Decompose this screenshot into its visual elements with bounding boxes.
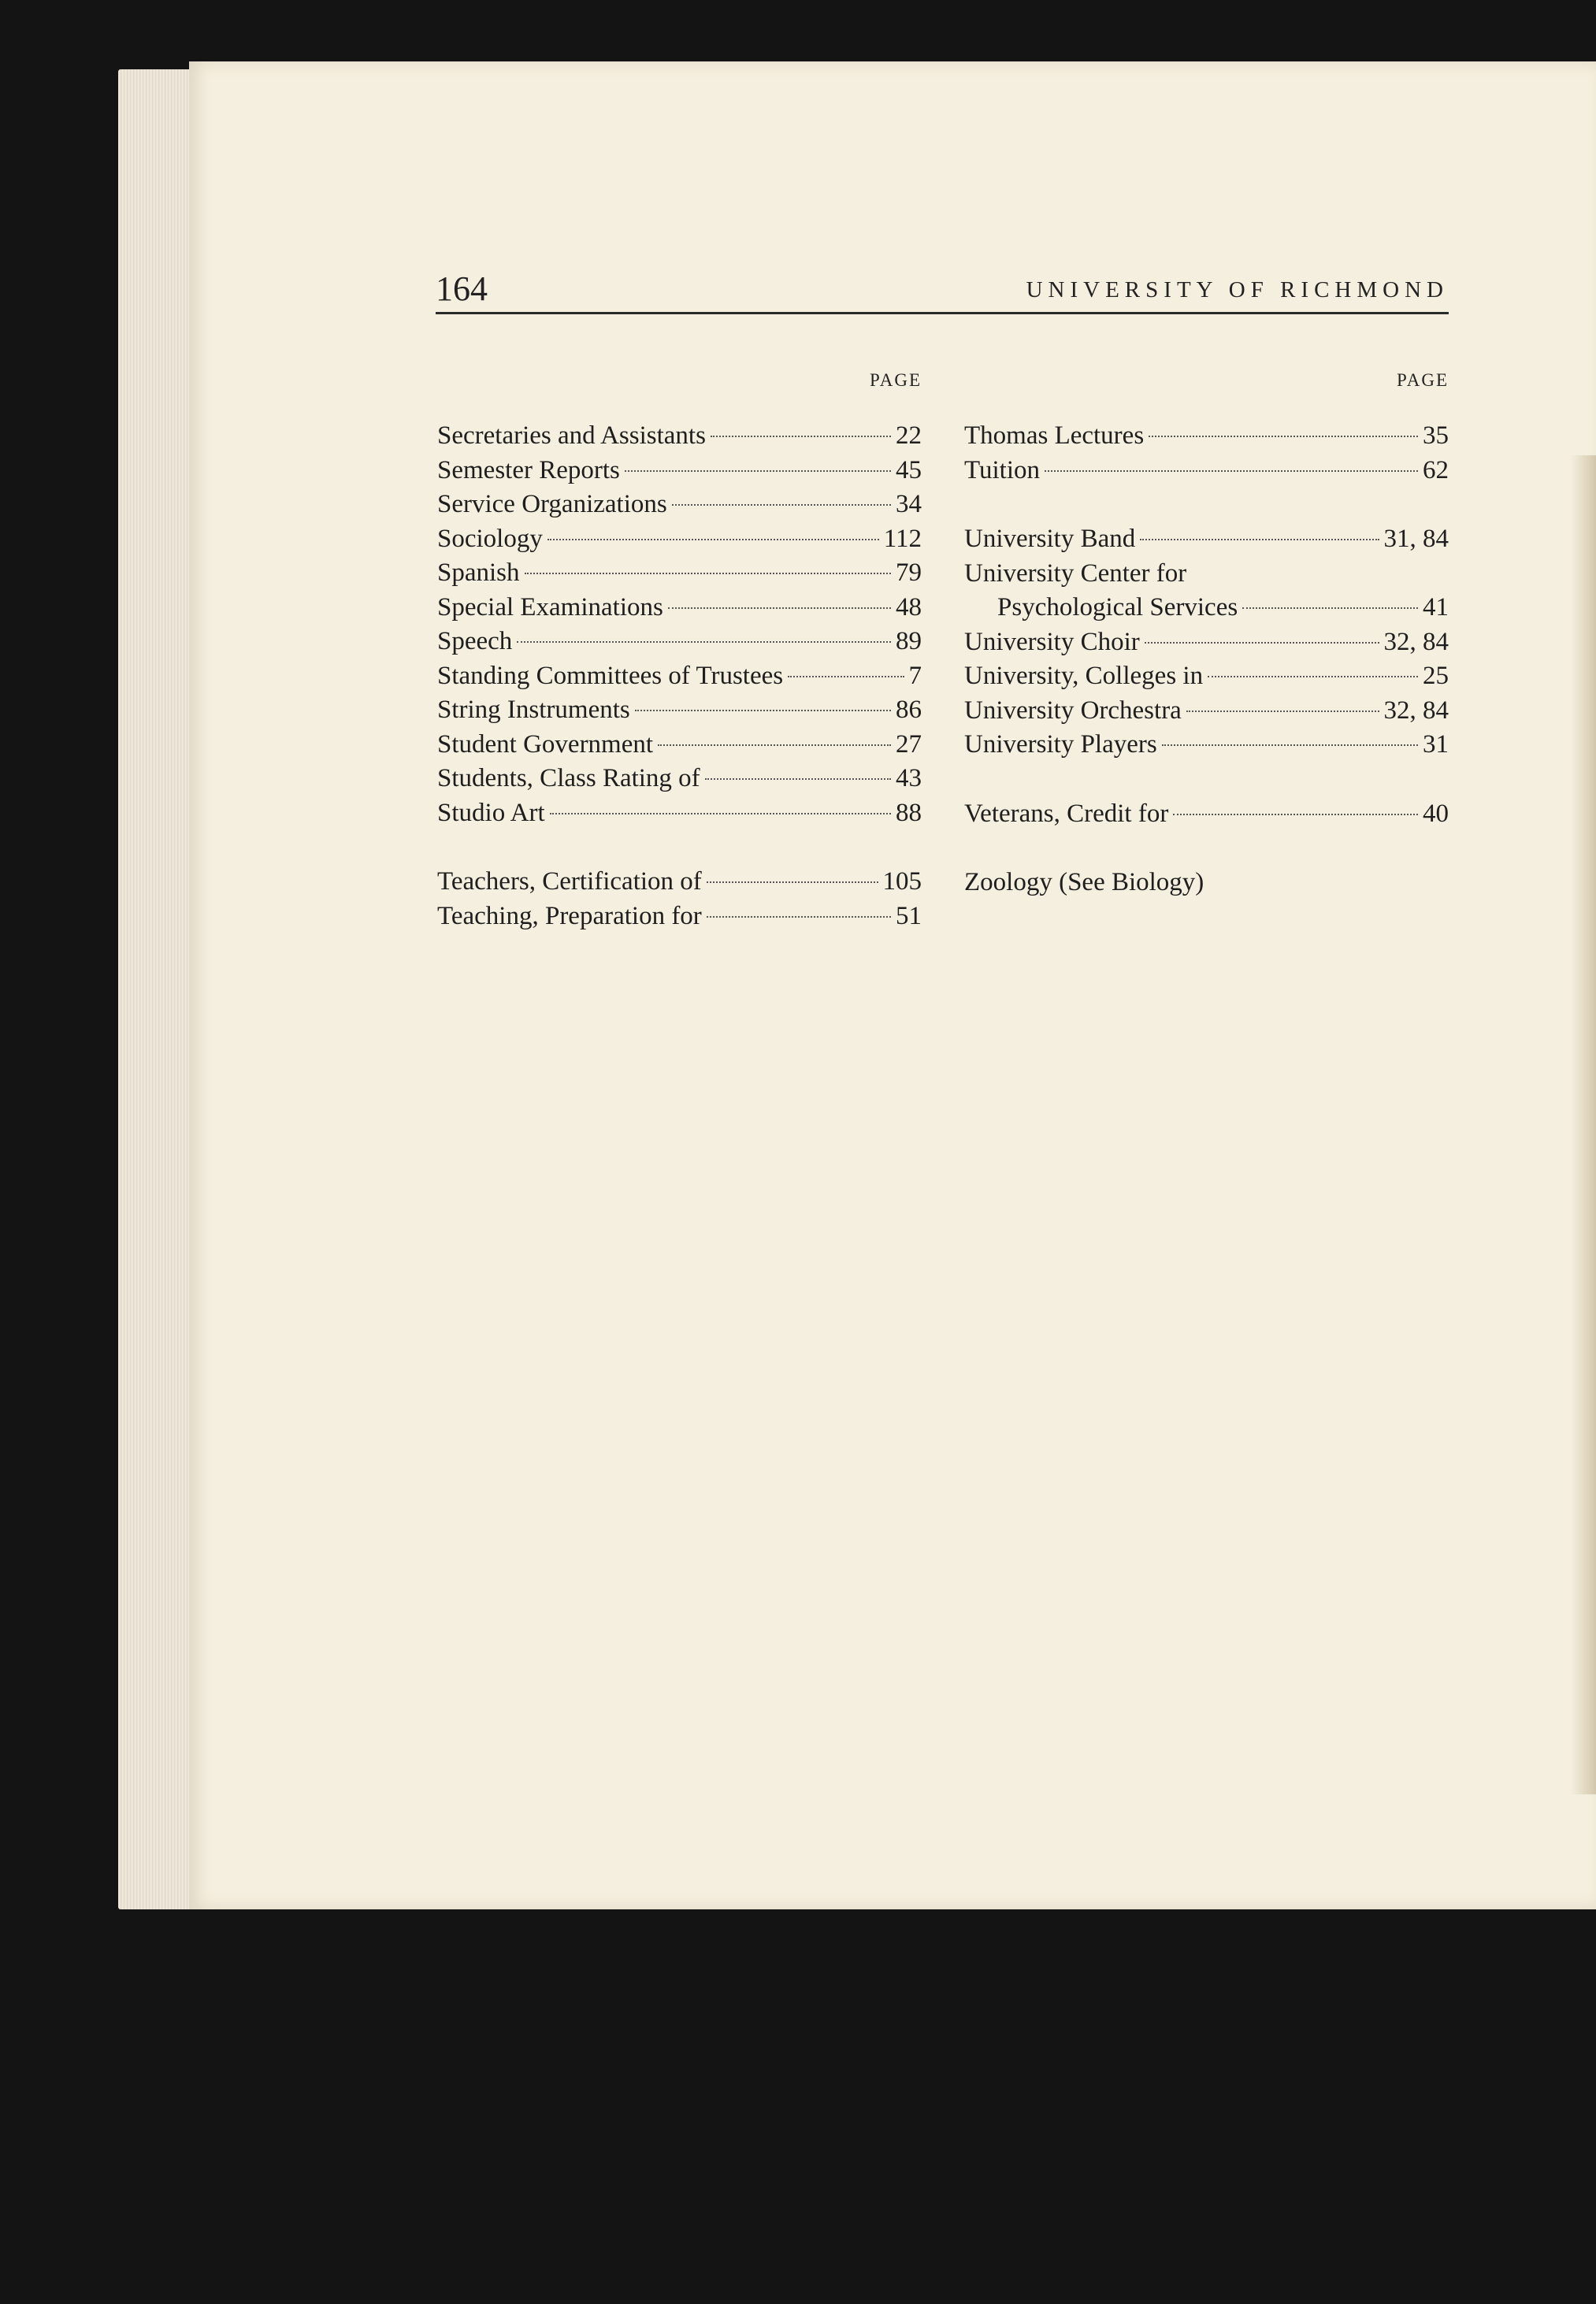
index-entry: University Band 31, 84 [964, 525, 1449, 553]
index-entry: Semester Reports 45 [437, 455, 922, 484]
group-spacer [964, 762, 1449, 797]
index-entry: Thomas Lectures 35 [964, 421, 1449, 450]
column-heading: PAGE [1397, 370, 1449, 390]
column-heading: PAGE [870, 370, 922, 390]
index-entry: Teachers, Certification of 105 [437, 867, 922, 896]
index-entry: Standing Committees of Trustees 7 [437, 661, 922, 690]
index-column-left [437, 370, 922, 933]
group-spacer [964, 831, 1449, 866]
index-entry: Students, Class Rating of 43 [437, 764, 922, 792]
index-entry: Secretaries and Assistants 22 [437, 421, 922, 450]
index-entry: String Instruments 86 [437, 696, 922, 724]
group-spacer [964, 488, 1449, 522]
index-entry: Student Government 27 [437, 729, 922, 759]
running-head: UNIVERSITY OF RICHMOND [1026, 277, 1449, 302]
index-entry: University Center for [964, 558, 1187, 588]
index-entry: University Orchestra 32, 84 [964, 696, 1449, 725]
index-entry: Sociology 112 [437, 524, 922, 553]
index-entry: Zoology (See Biology) [964, 868, 1204, 896]
index-entry: Veterans, Credit for 40 [964, 799, 1449, 828]
index-entry: University Players 31 [964, 730, 1449, 759]
index-entry: Spanish 79 [437, 558, 922, 587]
page-right-edge [1571, 455, 1596, 1794]
index-entry: University, Colleges in 25 [964, 662, 1449, 690]
index-entry: Tuition 62 [964, 455, 1449, 484]
group-spacer [437, 830, 922, 865]
header-rule [436, 312, 1449, 314]
index-entry: University Choir 32, 84 [964, 627, 1449, 656]
index-entry: Studio Art 88 [437, 798, 922, 827]
book-page [189, 61, 1596, 1909]
index-entry: Special Examinations 48 [437, 592, 922, 621]
index-entry: Service Organizations 34 [437, 490, 922, 518]
index-column-right [964, 370, 1449, 900]
index-entry: Speech 89 [437, 627, 922, 655]
index-entry: Teaching, Preparation for 51 [437, 901, 922, 930]
page-number: 164 [436, 269, 488, 308]
index-entry-continuation: Psychological Services 41 [997, 593, 1449, 621]
